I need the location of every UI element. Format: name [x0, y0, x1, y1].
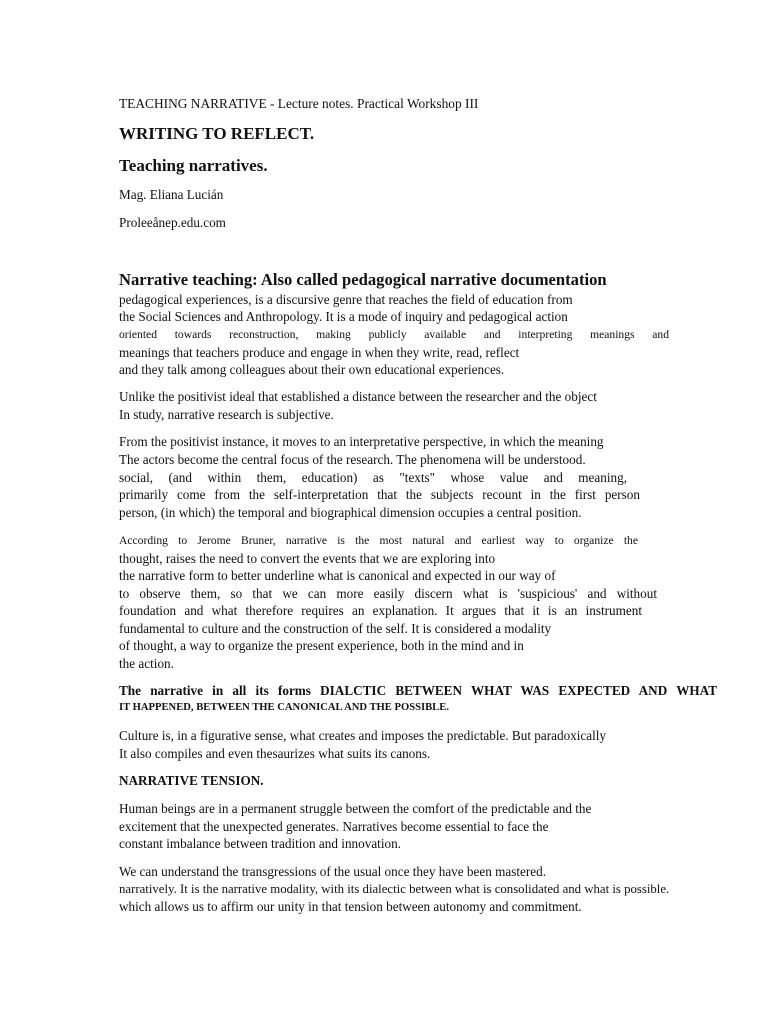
paragraph-line: constant imbalance between tradition and innovation.: [119, 836, 401, 851]
paragraph-line: the action.: [119, 656, 174, 671]
paragraph-line: person, (in which) the temporal and biographical dimension occupies a central position.: [119, 505, 582, 520]
paragraph-line: In study, narrative research is subjective.: [119, 407, 334, 422]
section-heading: Narrative teaching: Also called pedagogical narrative documentation: [119, 270, 607, 289]
paragraph-line: oriented towards reconstruction, making publicly available and interpreting meanings and: [119, 328, 669, 341]
paragraph-line: of thought, a way to organize the present experience, both in the mind and in: [119, 638, 524, 653]
paragraph-line: Human beings are in a permanent struggle between the comfort of the predictable and the: [119, 801, 592, 816]
document-header-line: TEACHING NARRATIVE - Lecture notes. Practical Workshop III: [119, 96, 479, 111]
author-name: Mag. Eliana Lucián: [119, 187, 224, 202]
subsection-heading: NARRATIVE TENSION.: [119, 773, 264, 788]
paragraph-line: excitement that the unexpected generates. Narratives become essential to face the: [119, 819, 549, 834]
paragraph-line: the Social Sciences and Anthropology. It is a mode of inquiry and pedagogical action: [119, 309, 568, 324]
paragraph-line: to observe them, so that we can more easily discern what is 'suspicious' and without: [119, 586, 657, 601]
paragraph-line: social, (and within them, education) as "texts" whose value and meaning,: [119, 470, 627, 485]
paragraph-line: narratively. It is the narrative modality, with its dialectic between what is consolidated and what is possible.: [119, 882, 670, 896]
paragraph-line: and they talk among colleagues about their own educational experiences.: [119, 362, 505, 377]
paragraph-line: From the positivist instance, it moves to an interpretative perspective, in which the meaning: [119, 434, 604, 449]
paragraph-line: fundamental to culture and the construction of the self. It is considered a modality: [119, 621, 552, 636]
emphasis-line: The narrative in all its forms DIALCTIC BETWEEN WHAT WAS EXPECTED AND WHAT: [119, 683, 717, 698]
paragraph-line: primarily come from the self-interpretation that the subjects recount in the first person: [119, 487, 640, 502]
document-title: WRITING TO REFLECT.: [119, 124, 315, 143]
paragraph-line: pedagogical experiences, is a discursive genre that reaches the field of education from: [119, 292, 573, 307]
emphasis-line: IT HAPPENED, BETWEEN THE CANONICAL AND THE POSSIBLE.: [119, 702, 449, 713]
document-subtitle: Teaching narratives.: [119, 156, 268, 175]
paragraph-line: Culture is, in a figurative sense, what creates and imposes the predictable. But paradoxically: [119, 728, 607, 743]
paragraph-line: Unlike the positivist ideal that established a distance between the researcher and the object: [119, 389, 597, 404]
paragraph-line: meanings that teachers produce and engage in when they write, read, reflect: [119, 345, 520, 360]
paragraph-line: which allows us to affirm our unity in that tension between autonomy and commitment.: [119, 899, 582, 914]
author-email: Proleeånep.edu.com: [119, 215, 226, 230]
paragraph-line: foundation and what therefore requires an explanation. It argues that it is an instrument: [119, 603, 642, 618]
paragraph-line: thought, raises the need to convert the events that we are exploring into: [119, 551, 496, 566]
paragraph-line: According to Jerome Bruner, narrative is the most natural and earliest way to organize the: [119, 534, 638, 547]
paragraph-line: The actors become the central focus of the research. The phenomena will be understood.: [119, 452, 586, 467]
paragraph-line: We can understand the transgressions of the usual once they have been mastered.: [119, 864, 547, 879]
paragraph-line: the narrative form to better underline what is canonical and expected in our way of: [119, 568, 556, 583]
paragraph-line: It also compiles and even thesaurizes what suits its canons.: [119, 746, 431, 761]
